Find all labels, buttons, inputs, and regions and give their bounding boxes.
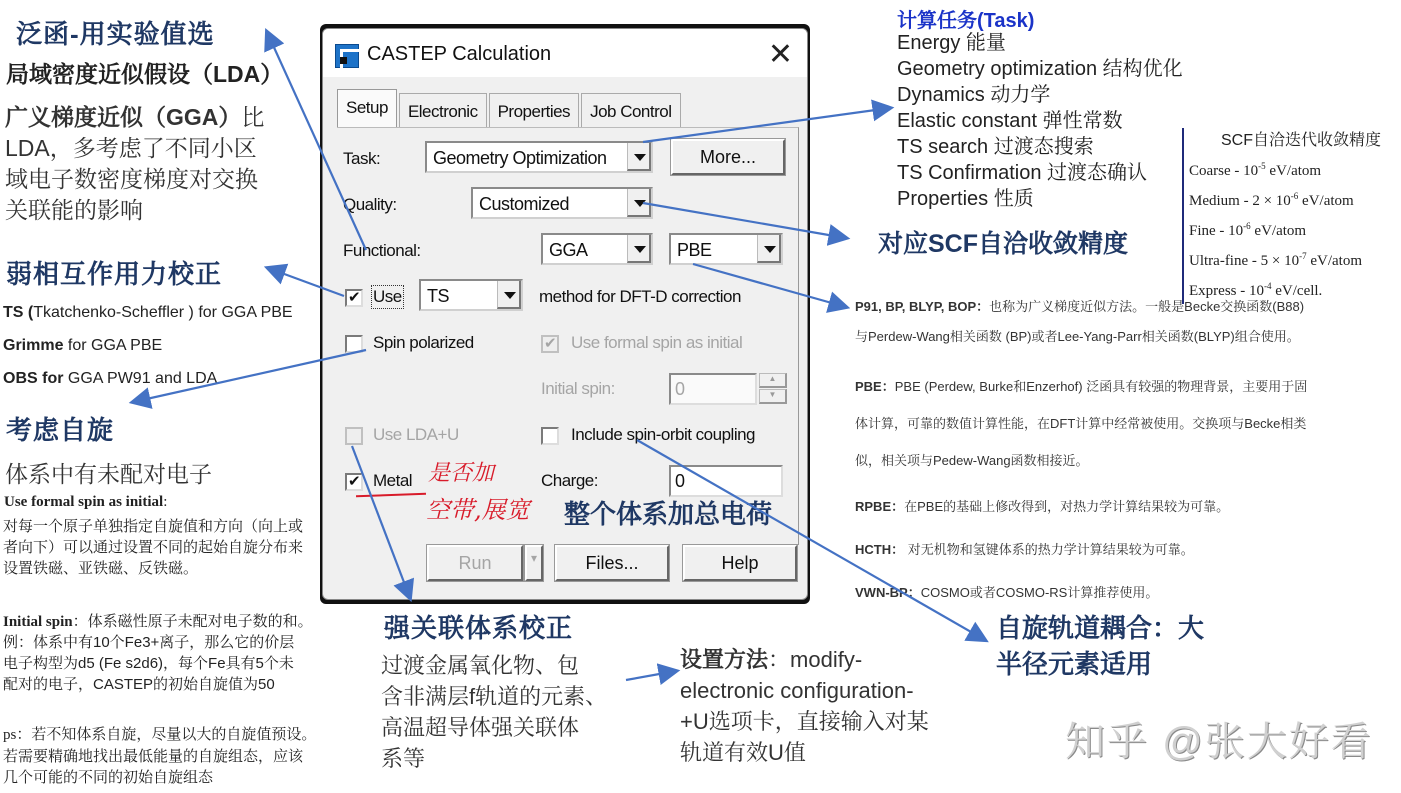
dispersion-item-text: Tkatchenko-Scheffler ) for GGA PBE <box>33 304 293 321</box>
lda-line: 局域密度近似假设（LDA） <box>6 61 284 87</box>
ldau-line: 含非满层f轨道的元素、 <box>381 684 608 709</box>
dftd-method-value: TS <box>427 286 450 306</box>
charge-label: Charge: <box>541 471 598 490</box>
dialog-titlebar[interactable] <box>323 29 807 77</box>
dispersion-item-bold: OBS for <box>3 370 64 387</box>
run-dropdown-button[interactable] <box>525 545 543 581</box>
scf-item-exp: -6 <box>1243 221 1251 231</box>
dispersion-item-text: for GGA PBE <box>63 337 163 354</box>
dftd-method-select[interactable] <box>419 279 523 311</box>
ps-note <box>3 724 316 788</box>
tab-properties[interactable]: Properties <box>489 93 579 127</box>
ldau-method <box>680 644 929 768</box>
example-line: 配对的电子，CASTEP的初始自旋值为50 <box>3 676 275 693</box>
dialog-title: CASTEP Calculation <box>367 43 552 65</box>
spin-orbit-label: Include spin-orbit coupling <box>571 425 756 444</box>
chevron-down-icon: ▾ <box>530 551 538 565</box>
dispersion-item-bold: TS ( <box>3 304 34 321</box>
spin-polarized-checkbox[interactable] <box>345 335 363 353</box>
spin-orbit-checkbox[interactable] <box>541 427 559 445</box>
functional-note-text: 在PBE的基础上修改得到，对热力学计算结果较为可靠。 <box>904 499 1230 514</box>
formal-spin-line: 者向下）可以通过设置不同的起始自旋分布来 <box>3 539 304 556</box>
quality-label: Quality: <box>343 195 397 214</box>
task-note-item: Energy 能量 <box>897 32 1006 54</box>
colon: : <box>163 494 168 510</box>
charge-note: 整个体系加总电荷 <box>564 499 773 529</box>
watermark: 知乎 @张大好看 <box>1065 720 1373 764</box>
use-ldau-checkbox[interactable] <box>345 427 363 445</box>
more-button[interactable]: More... <box>671 139 785 175</box>
initial-spin-heading: Initial spin <box>3 614 73 630</box>
chevron-down-icon[interactable] <box>627 189 651 217</box>
gga-line: 关联能的影响 <box>5 197 143 223</box>
task-select-value: Geometry Optimization <box>433 148 607 168</box>
handwritten-note-line2: 空带,展宽 <box>426 496 530 524</box>
gga-line: LDA，多考虑了不同小区 <box>5 135 257 161</box>
scf-item-name: Ultra-fine - 5 × 10 <box>1189 253 1300 269</box>
gga-term: 广义梯度近似（GGA） <box>5 104 242 130</box>
ldau-line: 系等 <box>381 746 426 771</box>
scf-item <box>1189 184 1381 214</box>
task-note-item: Dynamics 动力学 <box>897 84 1051 106</box>
metal-checkbox[interactable] <box>345 473 363 491</box>
example-text <box>3 632 294 695</box>
formal-spin-heading-text: Use formal spin as initial <box>4 494 164 510</box>
functional-note-text: 与Perdew-Wang相关函数 (BP)或者Lee-Yang-Parr相关函数(BLYP)组合使用。 <box>855 329 1300 344</box>
functional-label: Functional: <box>343 241 421 260</box>
task-note-item: TS search 过渡态搜索 <box>897 136 1094 158</box>
spin-polarized-label: Spin polarized <box>373 333 474 352</box>
formal-spin-label: Use formal spin as initial <box>571 333 743 352</box>
ldau-text <box>381 650 607 774</box>
use-dftd-checkbox[interactable] <box>345 289 363 307</box>
functional-type-select[interactable] <box>541 233 653 265</box>
scf-item-unit: eV/atom <box>1250 223 1307 239</box>
method-line: +U选项卡，直接输入对某 <box>680 709 929 734</box>
scf-item-unit: eV/cell. <box>1271 283 1323 299</box>
dispersion-heading: 弱相互作用力校正 <box>6 259 223 289</box>
spin-up-button[interactable]: ▲ <box>759 373 787 388</box>
scf-item-exp: -5 <box>1258 161 1266 171</box>
task-notes-title: 计算任务(Task) <box>897 10 1035 32</box>
metal-label: Metal <box>373 471 413 490</box>
tab-job-control[interactable]: Job Control <box>581 93 680 127</box>
scf-precision-box <box>1182 128 1381 304</box>
gga-line: 域电子数密度梯度对交换 <box>5 166 258 192</box>
functional-note <box>855 485 1365 528</box>
functional-note-text: 体计算，可靠的数值计算性能，在DFT计算中经常被使用。交换项与Becke相类 <box>855 416 1307 431</box>
spin-down-button[interactable]: ▼ <box>759 389 787 404</box>
task-notes-list <box>897 30 1189 212</box>
formal-spin-line: 对每一个原子单独指定自旋值和方向（向上或 <box>3 518 304 535</box>
dftd-suffix: method for DFT-D correction <box>539 287 741 306</box>
scf-item-unit: eV/atom <box>1298 193 1354 209</box>
functional-note-text: PBE (Perdew, Burke和Enzerhof) 泛函具有较强的物理背景，主要用于固 <box>894 379 1308 394</box>
initial-spin-label: Initial spin: <box>541 379 615 398</box>
functional-note <box>855 528 1365 571</box>
dispersion-item <box>3 362 293 395</box>
task-note-item: Elastic constant 弹性常数 <box>897 110 1123 132</box>
task-note-item: TS Confirmation 过渡态确认 <box>897 162 1148 184</box>
quality-select[interactable] <box>471 187 653 219</box>
run-button[interactable]: Run <box>427 545 523 581</box>
castep-app-icon <box>335 44 359 68</box>
scf-item-exp: -7 <box>1299 251 1307 261</box>
functional-type-value: GGA <box>549 240 588 260</box>
ps-line: 几个可能的不同的初始自旋组态 <box>3 769 214 786</box>
example-line: 电子构型为d5 (Fe s2d6)，每个Fe具有5个未 <box>3 655 294 672</box>
soc-heading-line: 自旋轨道耦合：大 <box>996 613 1205 643</box>
scf-item-name: Medium - 2 × 10 <box>1189 193 1291 209</box>
functional-note-text: 对无机物和氢键体系的热力学计算结果较为可靠。 <box>904 542 1194 557</box>
formal-spin-checkbox[interactable] <box>541 335 559 353</box>
task-label: Task: <box>343 149 381 168</box>
scf-item-name: Express - 10 <box>1189 283 1264 299</box>
chevron-down-icon[interactable] <box>627 235 651 263</box>
close-icon[interactable]: ✕ <box>767 38 793 71</box>
charge-input[interactable]: 0 <box>669 465 783 497</box>
functional-note-bold: VWN-BP： <box>855 585 921 600</box>
ps-label: ps <box>3 727 17 743</box>
initial-spin-input[interactable]: 0 <box>669 373 757 405</box>
files-button[interactable]: Files... <box>555 545 669 581</box>
scf-item-exp: -6 <box>1290 191 1299 201</box>
soc-heading <box>996 610 1204 682</box>
scf-callout: 对应SCF自洽收敛精度 <box>878 230 1129 258</box>
ldau-line: 高温超导体强关联体 <box>381 715 580 740</box>
method-bold: 设置方法 <box>680 647 769 672</box>
functional-note <box>855 292 1365 322</box>
functional-name-value: PBE <box>677 240 712 260</box>
ldau-line: 过渡金属氧化物、包 <box>381 653 580 678</box>
dispersion-item <box>3 296 293 329</box>
initial-spin-text: ：体系磁性原子未配对电子数的和。 <box>72 613 313 630</box>
dispersion-item-bold: Grimme <box>3 337 64 354</box>
chevron-down-icon[interactable] <box>627 143 651 171</box>
spin-subtitle: 体系中有未配对电子 <box>5 461 212 487</box>
functional-notes <box>855 292 1365 614</box>
gga-description <box>5 102 264 226</box>
functional-note <box>855 571 1365 614</box>
formal-spin-line: 设置铁磁、亚铁磁、反铁磁。 <box>3 560 199 577</box>
gga-rest: 比 <box>241 104 265 130</box>
dispersion-item <box>3 329 293 362</box>
scf-item-name: Fine - 10 <box>1189 223 1244 239</box>
method-line: electronic configuration- <box>680 678 914 703</box>
functional-name-select[interactable] <box>669 233 783 265</box>
spin-heading: 考虑自旋 <box>6 415 115 445</box>
method-line: 轨道有效U值 <box>680 740 806 765</box>
scf-item-name: Coarse - 10 <box>1189 163 1259 179</box>
handwritten-note-line1: 是否加 <box>428 461 495 486</box>
tab-electronic[interactable]: Electronic <box>399 93 487 127</box>
functional-note-text: 也称为广义梯度近似方法。一般是Becke交换函数(B88) <box>989 299 1305 314</box>
functional-note-text: COSMO或者COSMO-RS计算推荐使用。 <box>920 585 1159 600</box>
functional-note-bold: P91, BP, BLYP, BOP： <box>855 299 990 314</box>
quality-select-value: Customized <box>479 194 570 214</box>
ps-line: 若需要精确地找出最低能量的自旋组态，应该 <box>3 748 304 765</box>
chevron-down-icon[interactable] <box>497 281 521 309</box>
functional-note-bold: RPBE： <box>855 499 905 514</box>
functional-note-text: 似，相关项与Pedew-Wang函数相接近。 <box>855 453 1089 468</box>
tab-setup[interactable]: Setup <box>337 89 397 127</box>
task-note-item: Properties 性质 <box>897 188 1034 210</box>
soc-heading-line: 半径元素适用 <box>996 649 1153 679</box>
tab-bar <box>337 93 683 129</box>
ps-line: ：若不知体系自旋，尽量以大的自旋值预设。 <box>16 726 317 743</box>
scf-item-exp: -4 <box>1264 281 1272 291</box>
task-note-item: Geometry optimization 结构优化 <box>897 58 1183 80</box>
ldau-heading: 强关联体系校正 <box>384 613 574 643</box>
functional-note-bold: HCTH： <box>855 542 905 557</box>
initial-spin-note <box>3 610 313 631</box>
chevron-down-icon[interactable] <box>757 235 781 263</box>
task-select[interactable] <box>425 141 653 173</box>
scf-item <box>1189 154 1381 184</box>
help-button[interactable]: Help <box>683 545 797 581</box>
formal-spin-text <box>3 516 303 579</box>
formal-spin-heading <box>4 494 167 511</box>
scf-item <box>1189 214 1381 244</box>
scf-item <box>1189 244 1381 274</box>
scf-list <box>1189 154 1381 304</box>
scf-item-unit: eV/atom <box>1306 253 1362 269</box>
functional-note <box>855 368 1365 405</box>
example-line: 例：体系中有10个Fe3+离子，那么它的价层 <box>3 634 295 651</box>
scf-item-unit: eV/atom <box>1265 163 1322 179</box>
dispersion-list <box>3 296 293 395</box>
use-label[interactable]: Use <box>373 287 402 306</box>
method-line: ：modify- <box>768 647 863 672</box>
dispersion-item-text: GGA PW91 and LDA <box>63 370 218 387</box>
functional-heading: 泛函-用实验值选 <box>16 19 215 49</box>
functional-note-bold: PBE： <box>855 379 895 394</box>
scf-title: SCF自洽迭代收敛精度 <box>1221 132 1382 149</box>
use-ldau-label: Use LDA+U <box>373 425 459 444</box>
